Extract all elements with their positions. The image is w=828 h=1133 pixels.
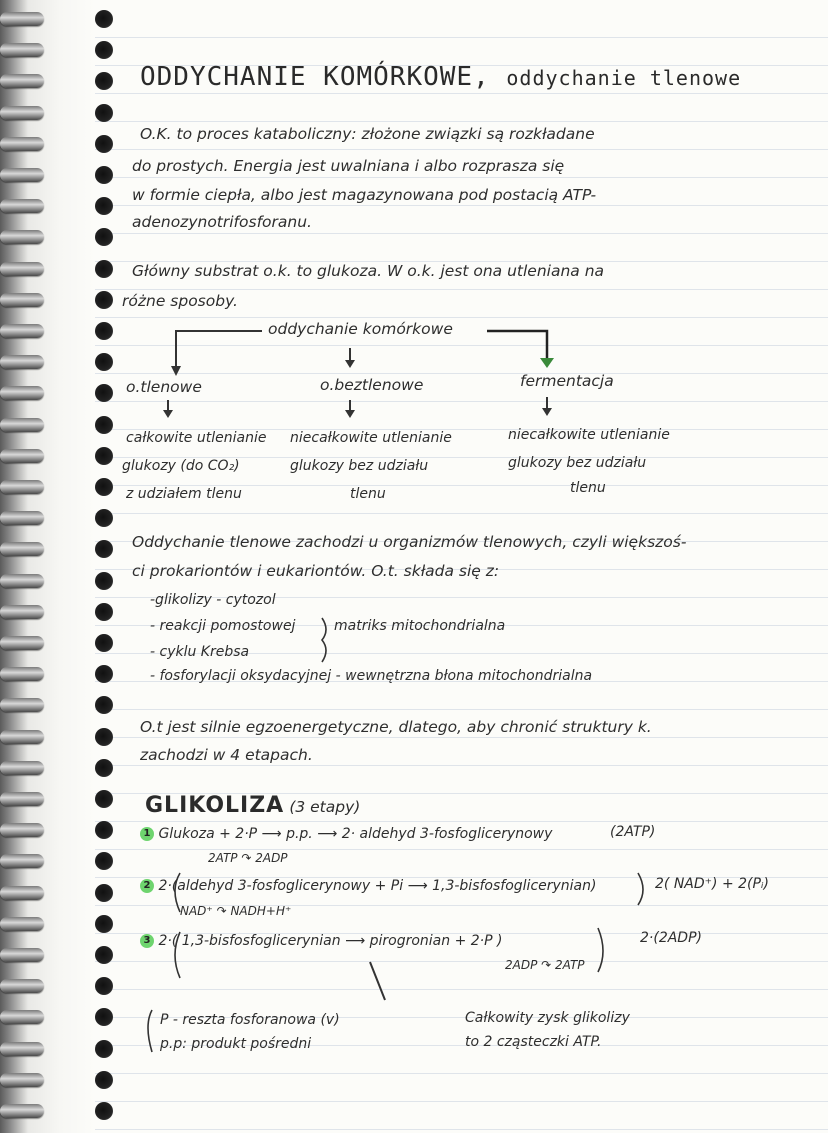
spiral-coil bbox=[0, 137, 44, 151]
glycolysis-note: (3 etapy) bbox=[289, 798, 361, 816]
substrate-line-1: Główny substrat o.k. to glukoza. W o.k. jest ona utleniana na bbox=[132, 262, 605, 280]
step-3-sub: 2ADP ↷ 2ATP bbox=[505, 958, 585, 972]
spiral-coil bbox=[0, 542, 44, 556]
step-3-text: 2·( 1,3-bisfosfoglicerynian ⟶ pirogronian + 2·P ) bbox=[158, 933, 503, 949]
spiral-coil bbox=[0, 948, 44, 962]
spiral-coil bbox=[0, 74, 44, 88]
aerobic-line-1: Oddychanie tlenowe zachodzi u organizmów tlenowych, czyli większoś- bbox=[132, 533, 687, 551]
aerobic-desc-2: glukozy (do CO₂) bbox=[122, 458, 240, 474]
binding-hole bbox=[95, 1071, 113, 1089]
binding-hole bbox=[95, 291, 113, 309]
spiral-coil bbox=[0, 1073, 44, 1087]
aerobic-line-2: ci prokariontów i eukariontów. O.t. składa się z: bbox=[132, 562, 500, 580]
spiral-coil bbox=[0, 262, 44, 276]
stage-brace-label: matriks mitochondrialna bbox=[334, 618, 506, 634]
stage-krebs: - cyklu Krebsa bbox=[150, 644, 250, 660]
step-3 bbox=[140, 933, 502, 949]
step-1-text: Glukoza + 2·P ⟶ p.p. ⟶ 2· aldehyd 3-fosfoglicerynowy bbox=[158, 826, 553, 842]
spiral-coil bbox=[0, 761, 44, 775]
spiral-coil bbox=[0, 43, 44, 57]
step-3-badge: 3 bbox=[140, 934, 154, 948]
intro-line-2: do prostych. Energia jest uwalniana i albo rozprasza się bbox=[132, 157, 565, 175]
intro-line-1: O.K. to proces kataboliczny: złożone związki są rozkładane bbox=[140, 125, 595, 143]
step-1 bbox=[140, 826, 552, 842]
binding-hole bbox=[95, 790, 113, 808]
glycolysis-heading bbox=[145, 793, 360, 818]
fermentation-desc-1: niecałkowite utlenianie bbox=[508, 427, 670, 443]
summary-line-2: to 2 cząsteczki ATP. bbox=[465, 1034, 602, 1050]
anaerobic-desc-3: tlenu bbox=[350, 486, 386, 502]
spiral-coil bbox=[0, 886, 44, 900]
binding-hole bbox=[95, 447, 113, 465]
spiral-coil bbox=[0, 730, 44, 744]
spiral-coil bbox=[0, 979, 44, 993]
step-3-right: 2·(2ADP) bbox=[640, 930, 702, 946]
anaerobic-desc-1: niecałkowite utlenianie bbox=[290, 430, 452, 446]
branch-anaerobic: o.beztlenowe bbox=[320, 376, 424, 394]
binding-hole bbox=[95, 260, 113, 278]
step-1-badge: 1 bbox=[140, 827, 154, 841]
binding-hole bbox=[95, 884, 113, 902]
binding-hole bbox=[95, 1040, 113, 1058]
exo-line-1: O.t jest silnie egzoenergetyczne, dlatego, aby chronić struktury k. bbox=[140, 718, 652, 736]
binding-hole bbox=[95, 603, 113, 621]
step-2-right: 2( NAD⁺) + 2(Pᵢ) bbox=[655, 876, 769, 892]
diagram-root: oddychanie komórkowe bbox=[268, 320, 453, 338]
binding-hole bbox=[95, 946, 113, 964]
branch-aerobic: o.tlenowe bbox=[126, 378, 202, 396]
spiral-coil bbox=[0, 1010, 44, 1024]
spiral-coil bbox=[0, 324, 44, 338]
binding-hole bbox=[95, 104, 113, 122]
glycolysis-title: GLIKOLIZA bbox=[145, 793, 285, 818]
spiral-coil bbox=[0, 480, 44, 494]
spiral-coil bbox=[0, 792, 44, 806]
spiral-coil bbox=[0, 667, 44, 681]
spiral-coil bbox=[0, 168, 44, 182]
fermentation-desc-3: tlenu bbox=[570, 480, 606, 496]
step-2-badge: 2 bbox=[140, 879, 154, 893]
spiral-coil bbox=[0, 386, 44, 400]
step-1-sub: 2ATP ↷ 2ADP bbox=[208, 851, 288, 865]
binding-hole bbox=[95, 135, 113, 153]
spiral-coil bbox=[0, 636, 44, 650]
intro-line-3: w formie ciepła, albo jest magazynowana pod postacią ATP- bbox=[132, 186, 597, 204]
spiral-coil bbox=[0, 449, 44, 463]
spiral-coil bbox=[0, 106, 44, 120]
spiral-coil bbox=[0, 511, 44, 525]
spiral-coil bbox=[0, 854, 44, 868]
stage-oxidative: - fosforylacji oksydacyjnej - wewnętrzna błona mitochondrialna bbox=[150, 668, 593, 684]
branch-fermentation: fermentacja bbox=[520, 372, 614, 390]
title-sub: oddychanie tlenowe bbox=[506, 66, 742, 90]
fermentation-desc-2: glukozy bez udziału bbox=[508, 455, 647, 471]
step-2 bbox=[140, 878, 596, 894]
exo-line-2: zachodzi w 4 etapach. bbox=[140, 746, 313, 764]
spiral-coil bbox=[0, 293, 44, 307]
spiral-coil bbox=[0, 1104, 44, 1118]
title-main: ODDYCHANIE KOMÓRKOWE, bbox=[140, 62, 490, 92]
anaerobic-desc-2: glukozy bez udziału bbox=[290, 458, 429, 474]
spiral-coil bbox=[0, 199, 44, 213]
binding-hole bbox=[95, 416, 113, 434]
spiral-coil bbox=[0, 355, 44, 369]
binding-hole bbox=[95, 10, 113, 28]
intro-line-4: adenozynotrifosforanu. bbox=[132, 213, 312, 231]
spiral-coil bbox=[0, 917, 44, 931]
spiral-coil bbox=[0, 418, 44, 432]
aerobic-desc-1: całkowite utlenianie bbox=[126, 430, 267, 446]
stage-link-reaction: - reakcji pomostowej bbox=[150, 618, 296, 634]
binding-hole bbox=[95, 759, 113, 777]
stage-glycolysis: -glikolizy - cytozol bbox=[150, 592, 276, 608]
spiral-coil bbox=[0, 574, 44, 588]
step-2-text: 2·(aldehyd 3-fosfoglicerynowy + Pi ⟶ 1,3-bisfosfoglicerynian) bbox=[158, 878, 597, 894]
spiral-coil bbox=[0, 823, 44, 837]
aerobic-desc-3: z udziałem tlenu bbox=[126, 486, 242, 502]
step-1-right: (2ATP) bbox=[610, 824, 656, 840]
spiral-coil bbox=[0, 1042, 44, 1056]
binding-hole bbox=[95, 915, 113, 933]
binding-hole bbox=[95, 166, 113, 184]
binding-hole bbox=[95, 572, 113, 590]
binding-hole bbox=[95, 322, 113, 340]
legend-phosphate: P - reszta fosforanowa (v) bbox=[160, 1012, 340, 1028]
binding-hole bbox=[95, 1102, 113, 1120]
spiral-coil bbox=[0, 12, 44, 26]
binding-hole bbox=[95, 634, 113, 652]
spiral-coil bbox=[0, 698, 44, 712]
spiral-coil bbox=[0, 605, 44, 619]
binding-hole bbox=[95, 728, 113, 746]
binding-hole bbox=[95, 478, 113, 496]
summary-line-1: Całkowity zysk glikolizy bbox=[465, 1010, 630, 1026]
substrate-line-2: różne sposoby. bbox=[122, 292, 238, 310]
legend-intermediate: p.p: produkt pośredni bbox=[160, 1036, 312, 1052]
step-2-sub: NAD⁺ ↷ NADH+H⁺ bbox=[180, 904, 292, 918]
spiral-coil bbox=[0, 230, 44, 244]
